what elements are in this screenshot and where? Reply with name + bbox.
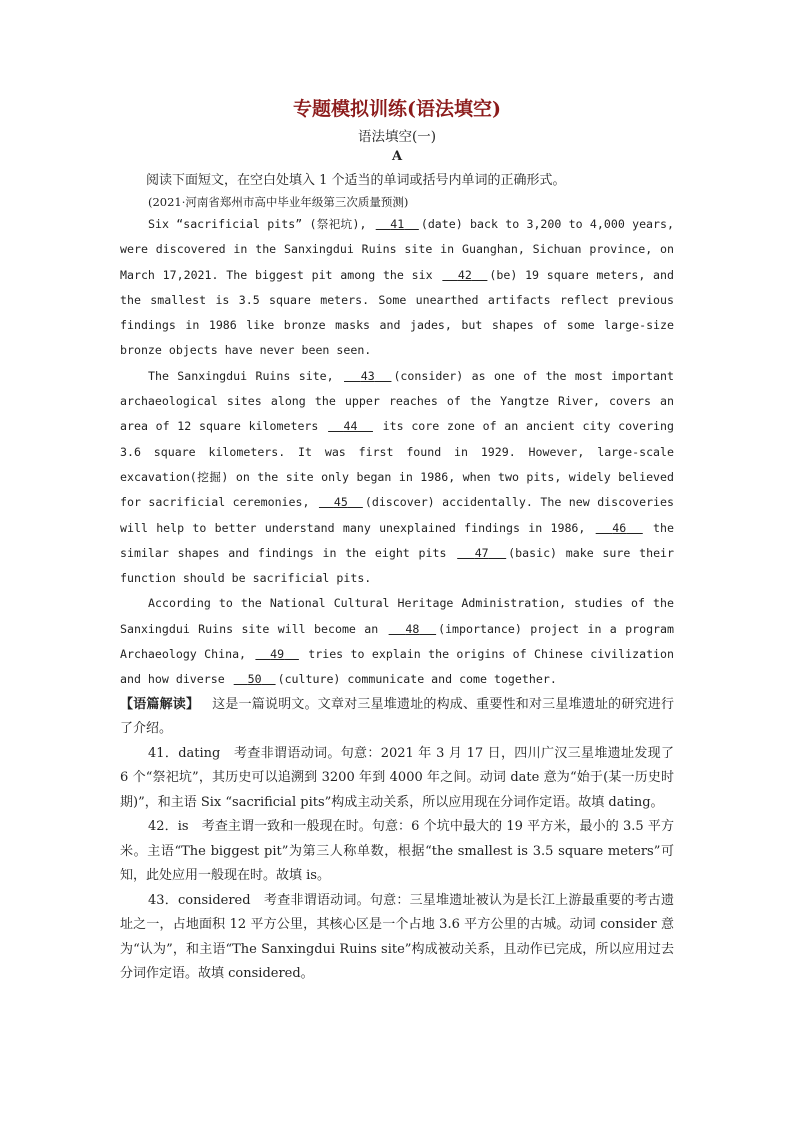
answer-42: 42．is 考查主谓一致和一般现在时。句意：6 个坑中最大的 19 平方米，最小的 3.5 平方米。主语“The biggest pit”为第三人称单数，根据“the smallest is 3.5 square meters”可知，此处应用一般现在时。故填 is。 [120,819,674,884]
blank-44: 44 [343,419,358,434]
analysis-paragraph [120,693,674,742]
passage-text: its core zone of an ancient city covering 3.6 square kilometers. It was first found in 1929. However, large-scale excavation(挖掘) on the site only began in 1986, when two pits, widely believed for sacrificial ceremonies, [120,419,674,510]
page-subtitle: 语法填空(一) [357,129,437,145]
blank-46: 46 [612,520,627,535]
passage-text: (consider) as one of the most important archaeological sites along the upper reaches of the Yangtze River, covers an area of 12 square kilometers [120,368,674,434]
source-note: (2021·河南省郑州市高中毕业年级第三次质量预测) [148,195,409,209]
blank-43: 43 [360,368,375,383]
passage-text: (basic) make sure their function should be sacrificial pits. [120,545,675,586]
blank-42: 42 [457,267,472,282]
blank-47: 47 [474,545,489,560]
passage-text: (culture) communicate and come together. [277,672,557,687]
analysis-heading: 【语篇解读】 [120,696,200,712]
passage-text: tries to explain the origins of Chinese civilization and how diverse [120,647,674,687]
blank-48: 48 [405,621,420,636]
answer-43: 43．considered 考查非谓语动词。句意：三星堆遗址被认为是长江上游最重要的考古遗址之一，占地面积 12 平方公里，其核心区是一个占地 3.6 平方公里的古城。动词 consider 意为“认为”，和主语“The Sanxingdui Ruins site”构成被动关系，且动作已完成，所以应用过去分词作定语。故填 considered。 [120,892,674,982]
document-page [120,96,674,987]
blank-45: 45 [333,495,348,510]
passage-text: the similar shapes and findings in the eight pits [120,520,674,560]
passage-text: According to the National Cultural Heritage Administration, studies of the Sanxingdui Ruins site will become an [120,596,674,636]
passage-text: (be) 19 square meters, and the smallest is 3.5 square meters. Some unearthed artifacts reflect previous findings in 1986 like bronze masks and jades, but shapes of some large-size bronze objects have never been seen. [120,267,674,358]
passage-text: The Sanxingdui Ruins site, [148,368,343,383]
blank-41: 41 [390,217,405,231]
blank-50: 50 [247,672,262,687]
page-title: 专题模拟训练(语法填空) [293,98,501,120]
passage-paragraph-1 [120,212,674,364]
passage-paragraph-2 [120,364,674,592]
section-letter: A [391,149,403,164]
analysis-text: 这是一篇说明文。文章对三星堆遗址的构成、重要性和对三星堆遗址的研究进行了介绍。 [120,696,674,737]
instruction-text: 阅读下面短文，在空白处填入 1 个适当的单词或括号内单词的正确形式。 [146,173,566,188]
passage-paragraph-3 [120,591,674,692]
passage-text: (importance) project in a program Archaeology China, [120,621,675,662]
passage-text: (date) back to 3,200 to 4,000 years, were discovered in the Sanxingdui Ruins site in Guanghan, Sichuan province, on March 17,2021. The biggest pit among the six [120,217,674,282]
passage-text: (discover) accidentally. The new discoveries will help to better understand many unexplained findings in 1986, [120,495,674,535]
passage-text: Six “sacrificial pits” (祭祀坑), [148,217,374,231]
answer-41: 41．dating 考查非谓语动词。句意：2021 年 3 月 17 日，四川广汉三星堆遗址发现了 6 个“祭祀坑”，其历史可以追溯到 3200 年到 4000 年之间。动词 date 意为“始于(某一历史时期)”，和主语 Six “sacrificial pits”构成主动关系，所以应用现在分词作定语。故填 dating。 [120,745,674,810]
blank-49: 49 [270,647,285,662]
